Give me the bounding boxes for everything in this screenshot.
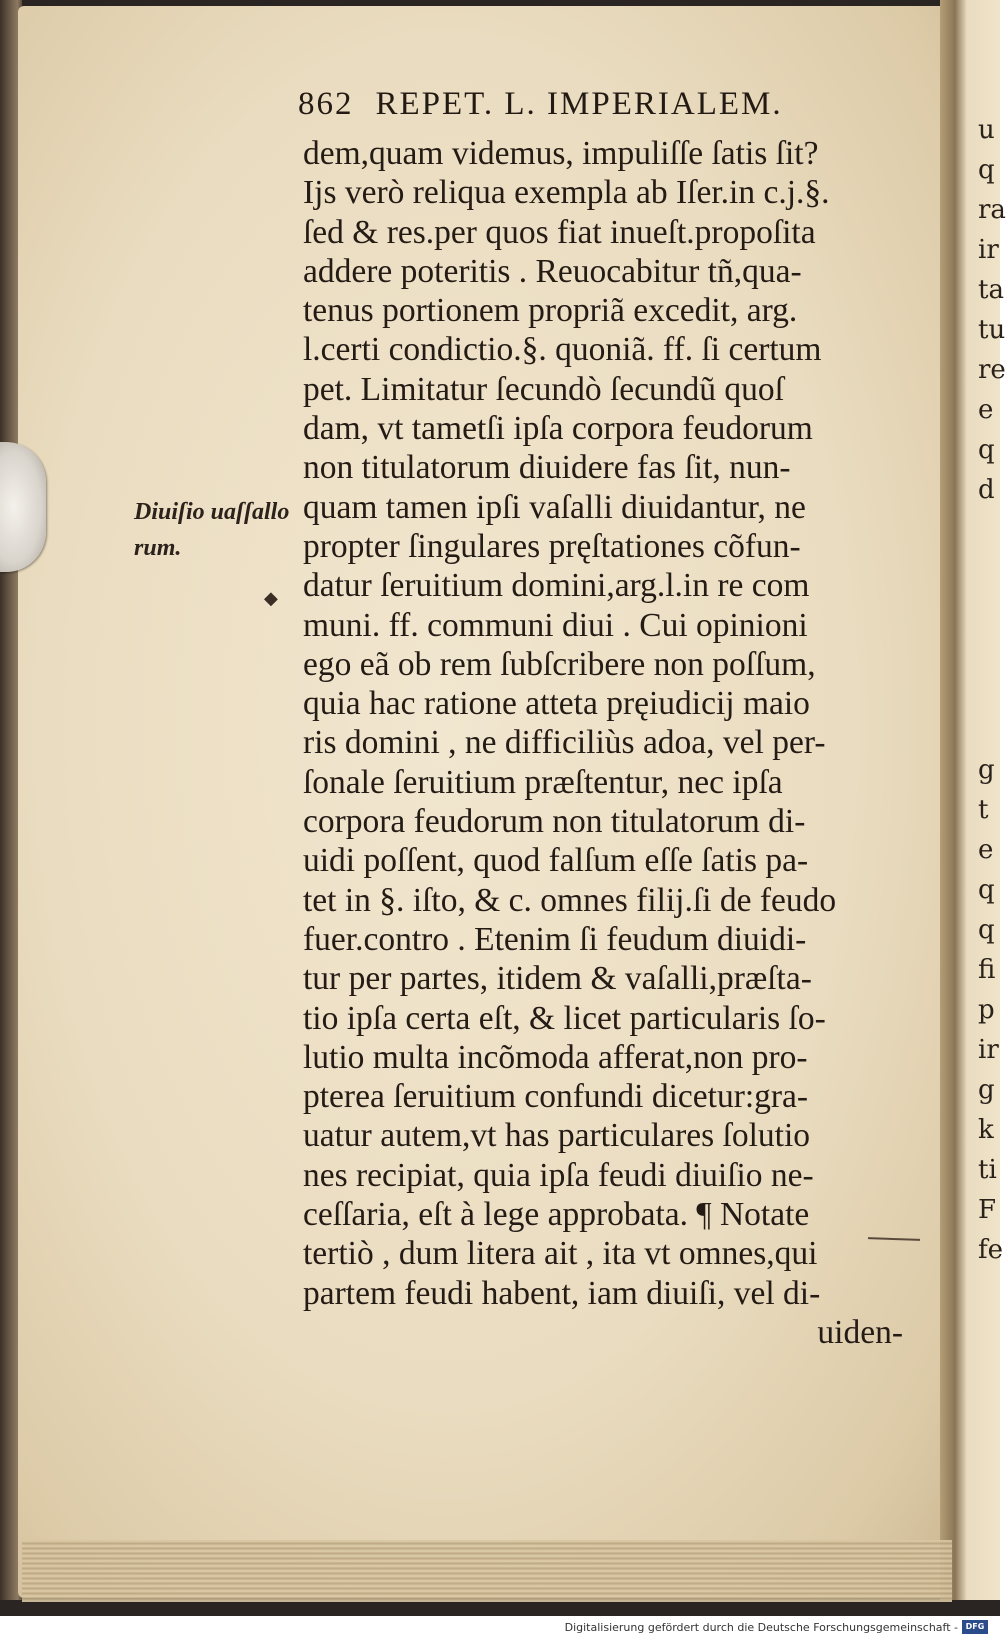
text-line: partem feudi habent, iam diuiſi, vel di-: [303, 1274, 821, 1312]
marginal-note-line: Diuiſio uaſſallo: [134, 499, 290, 525]
next-page-letter: q: [978, 435, 995, 465]
next-page-letter: q: [978, 875, 995, 905]
next-page-letter: ta: [978, 275, 1004, 305]
text-line: nes recipiat, quia ipſa feudi diuiſio ne-: [303, 1156, 814, 1194]
catchword: uiden-: [817, 1313, 903, 1351]
margin-pointer-mark: ◆: [264, 588, 278, 609]
text-line: ceſſaria, eſt à lege approbata. ¶ Notate: [303, 1196, 810, 1234]
next-page-letter: g: [978, 755, 995, 785]
next-page-letter: ir: [978, 235, 999, 265]
next-page-letter: e: [978, 395, 994, 425]
next-page-letter: t: [978, 795, 989, 825]
next-page-letter: [978, 590, 1000, 630]
text-line: ris domini , ne difficiliùs adoa, vel per-: [303, 724, 826, 762]
marginal-note-line: rum.: [134, 535, 182, 561]
text-line: lutio multa incõmoda afferat,non pro-: [303, 1038, 808, 1076]
next-page-letter: [978, 670, 1000, 710]
next-page-letter: [978, 710, 1000, 750]
text-line: ego eã ob rem ſubſcribere non poſſum,: [303, 645, 816, 683]
next-page-letter: fe: [978, 1235, 1004, 1265]
dfg-logo: DFG: [962, 1620, 988, 1634]
page-number: 862: [298, 86, 354, 122]
text-line: quia hac ratione atteta pręiudicij maio: [303, 685, 810, 723]
page-edges: [22, 1540, 952, 1602]
text-line: tio ipſa certa eſt, & licet particularis ſo-: [303, 999, 826, 1037]
text-line: l.certi condictio.§. quoniã. ff. ſi certum: [303, 331, 822, 369]
text-line: pterea ſeruitium confundi dicetur:gra-: [303, 1078, 809, 1116]
next-page-letter: [978, 630, 1000, 670]
marginal-note: [134, 494, 294, 566]
next-page-letter: fi: [978, 955, 996, 985]
text-line: ſonale ſeruitium præſtentur, nec ipſa: [303, 763, 783, 801]
text-line: datur ſeruitium domini,arg.l.in re com: [303, 567, 810, 605]
text-line: tet in §. iſto, & c. omnes filij.ſi de feudo: [303, 881, 837, 919]
text-line: quam tamen ipſi vaſalli diuidantur, ne: [303, 488, 806, 526]
running-header: [298, 86, 783, 123]
next-page-letter: re: [978, 355, 1006, 385]
text-line: tenus portionem propriã excedit, arg.: [303, 292, 798, 330]
next-page-letter: e: [978, 835, 994, 865]
footer-credit: Digitalisierung gefördert durch die Deutsche Forschungsgemeinschaft -: [564, 1621, 958, 1634]
text-line: tertiò , dum litera ait , ita vt omnes,qui: [303, 1235, 818, 1273]
next-page-letter: F: [978, 1195, 997, 1225]
text-line: propter ſingulares pręſtationes cõfun-: [303, 527, 801, 565]
next-page-letter: ti: [978, 1155, 997, 1185]
text-line: uidi poſſent, quod falſum eſſe ſatis pa-: [303, 842, 809, 880]
text-line: non titulatorum diuidere fas ſit, nun-: [303, 449, 791, 487]
next-page-letter: tu: [978, 315, 1006, 345]
next-page-letter: [978, 550, 1000, 590]
next-page-letter: p: [978, 995, 995, 1025]
text-line: fuer.contro . Etenim ſi feudum diuidi-: [303, 920, 807, 958]
text-line: corpora feudorum non titulatorum di-: [303, 803, 806, 841]
text-line: tur per partes, itidem & vaſalli,præſta-: [303, 960, 812, 998]
text-line: ſed & res.per quos fiat inueſt.propoſita: [303, 213, 816, 251]
text-line: dem,quam videmus, impuliſſe ſatis ſit?: [303, 135, 819, 172]
next-page-letter: u: [978, 115, 995, 145]
next-page-letter: q: [978, 155, 995, 185]
next-page-letter: g: [978, 1075, 995, 1105]
text-line: addere poteritis . Reuocabitur tñ,qua-: [303, 252, 802, 290]
next-page-letter: k: [978, 1115, 994, 1145]
next-page-letter: [978, 510, 1000, 550]
next-page-fragment: [978, 110, 1006, 1270]
next-page-letter: q: [978, 915, 995, 945]
main-text-block: [303, 134, 903, 1352]
running-title: REPET. L. IMPERIALEM.: [375, 86, 783, 122]
text-line: Ijs verò reliqua exempla ab Iſer.in c.j.§.: [303, 174, 830, 212]
text-line: muni. ff. communi diui . Cui opinioni: [303, 606, 808, 644]
text-line: dam, vt tametſi ipſa corpora feudorum: [303, 410, 813, 448]
next-page-letter: ir: [978, 1035, 999, 1065]
clasp-tab: [0, 442, 46, 572]
text-line: pet. Limitatur ſecundò ſecundũ quoſ: [303, 370, 784, 408]
next-page-letter: ra: [978, 195, 1006, 225]
text-line: uatur autem,vt has particulares ſolutio: [303, 1117, 810, 1155]
next-page-letter: d: [978, 475, 995, 505]
